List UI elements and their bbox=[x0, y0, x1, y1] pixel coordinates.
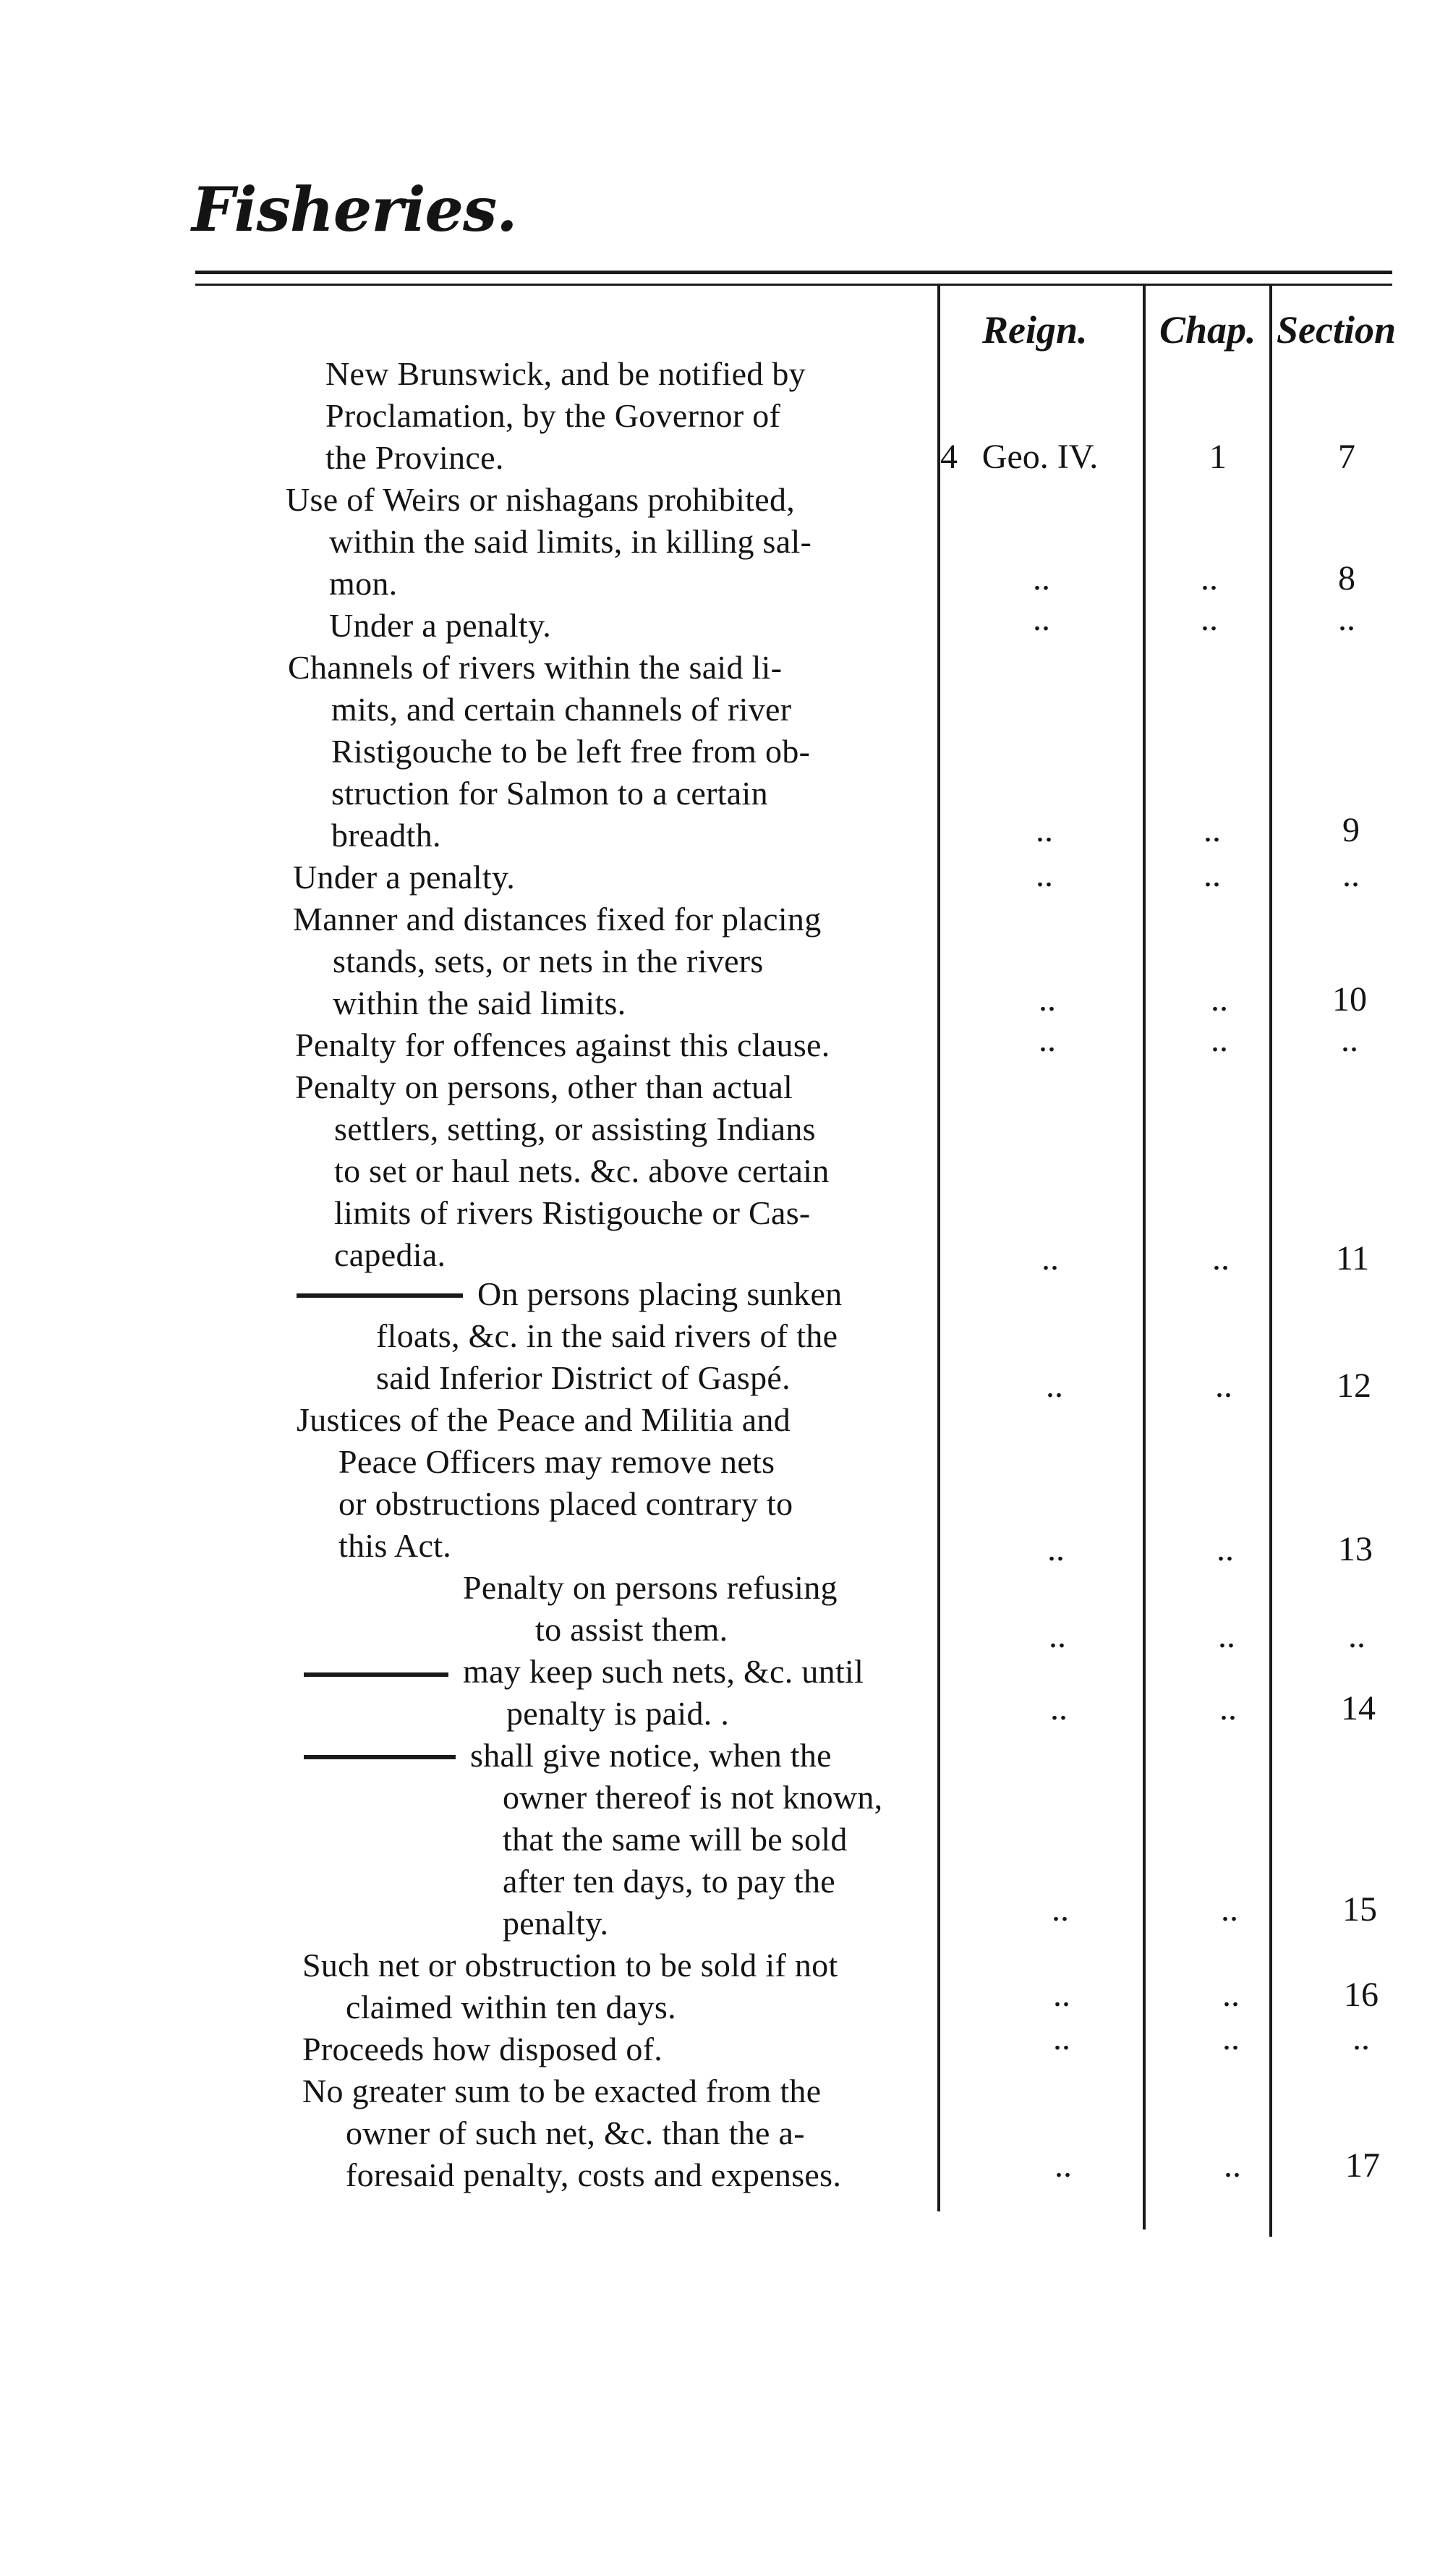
section-ditto: .. bbox=[1342, 856, 1360, 894]
top-rule-thick bbox=[195, 271, 1392, 274]
text-line: Under a penalty. bbox=[293, 859, 516, 896]
chap-ditto: .. bbox=[1201, 559, 1218, 598]
text-line: Proceeds how disposed of. bbox=[302, 2031, 663, 2067]
text-line: to assist them. bbox=[535, 1611, 728, 1648]
text-line: New Brunswick, and be notified by bbox=[325, 355, 806, 392]
chap-ditto: .. bbox=[1211, 1021, 1228, 1059]
text-line: this Act. bbox=[338, 1527, 452, 1564]
text-line: Proclamation, by the Governor of bbox=[325, 397, 781, 434]
text-line: capedia. bbox=[334, 1236, 446, 1273]
section-cell: 9 bbox=[1342, 811, 1360, 849]
text-line: the Province. bbox=[325, 439, 504, 476]
text-line: shall give notice, when the bbox=[470, 1737, 832, 1774]
text-line: within the said limits, in killing sal- bbox=[329, 523, 812, 560]
text-line: penalty is paid. . bbox=[506, 1695, 730, 1732]
text-line: Ristigouche to be left free from ob- bbox=[331, 733, 811, 770]
text-line: mon. bbox=[329, 565, 398, 602]
reign-ditto: .. bbox=[1033, 559, 1050, 598]
chap-ditto: .. bbox=[1215, 1366, 1232, 1405]
ditto-dash bbox=[304, 1672, 448, 1677]
reign-ditto: .. bbox=[1039, 980, 1056, 1019]
text-line: breadth. bbox=[331, 817, 441, 854]
chap-ditto: .. bbox=[1221, 1890, 1238, 1929]
reign-ditto: .. bbox=[1041, 1239, 1059, 1278]
section-ditto: .. bbox=[1338, 600, 1355, 638]
chap-ditto: .. bbox=[1203, 811, 1221, 849]
text-line: Penalty on persons, other than actual bbox=[295, 1068, 793, 1105]
text-line: Channels of rivers within the said li- bbox=[288, 649, 783, 686]
text-line: Penalty on persons refusing bbox=[463, 1569, 838, 1606]
chap-ditto: .. bbox=[1212, 1239, 1230, 1278]
column-divider-text bbox=[937, 284, 940, 2211]
text-line: Under a penalty. bbox=[329, 607, 552, 644]
reign-ditto: .. bbox=[1036, 811, 1053, 849]
column-divider-chap bbox=[1269, 284, 1272, 2237]
text-line: struction for Salmon to a certain bbox=[331, 775, 768, 812]
reign-ditto: .. bbox=[1047, 1530, 1065, 1568]
text-line: after ten days, to pay the bbox=[503, 1863, 835, 1900]
chap-ditto: .. bbox=[1222, 1976, 1240, 2014]
chap-ditto: .. bbox=[1217, 1530, 1234, 1568]
section-cell: 17 bbox=[1345, 2146, 1380, 2185]
section-ditto: .. bbox=[1352, 2019, 1370, 2057]
column-header-section: Section bbox=[1277, 308, 1397, 352]
section-ditto: .. bbox=[1348, 1617, 1366, 1655]
reign-ditto: .. bbox=[1055, 2146, 1072, 2185]
text-line: within the said limits. bbox=[333, 985, 626, 1021]
top-rule-thin bbox=[195, 284, 1392, 286]
ditto-dash bbox=[297, 1293, 463, 1298]
section-cell: 12 bbox=[1337, 1366, 1371, 1405]
text-line: stands, sets, or nets in the rivers bbox=[333, 943, 764, 979]
text-line: to set or haul nets. &c. above certain bbox=[334, 1152, 830, 1189]
section-cell: 10 bbox=[1332, 980, 1367, 1019]
section-cell: 14 bbox=[1341, 1689, 1376, 1727]
section-cell: 13 bbox=[1338, 1530, 1373, 1568]
chap-ditto: .. bbox=[1222, 2019, 1240, 2057]
text-line: On persons placing sunken bbox=[477, 1275, 843, 1312]
text-line: claimed within ten days. bbox=[346, 1989, 676, 2025]
text-line: Use of Weirs or nishagans prohibited, bbox=[286, 481, 796, 518]
text-line: mits, and certain channels of river bbox=[331, 691, 792, 728]
chap-ditto: .. bbox=[1201, 600, 1218, 638]
text-line: settlers, setting, or assisting Indians bbox=[334, 1110, 816, 1147]
section-ditto: .. bbox=[1341, 1021, 1358, 1059]
reign-ditto: .. bbox=[1053, 1976, 1070, 2014]
reign-ditto: .. bbox=[1053, 2019, 1070, 2057]
chap-cell: 1 bbox=[1209, 438, 1227, 476]
text-line: Manner and distances fixed for placing bbox=[293, 901, 822, 938]
section-cell: 16 bbox=[1344, 1976, 1379, 2014]
reign-prefix: 4 bbox=[940, 438, 958, 476]
reign-ditto: .. bbox=[1039, 1021, 1056, 1059]
text-line: may keep such nets, &c. until bbox=[463, 1653, 864, 1690]
chap-ditto: .. bbox=[1224, 2146, 1241, 2185]
section-cell: 11 bbox=[1335, 1239, 1370, 1278]
chap-ditto: .. bbox=[1218, 1617, 1235, 1655]
reign-ditto: .. bbox=[1050, 1689, 1068, 1727]
page-header: Fisheries. bbox=[192, 174, 517, 245]
text-line: limits of rivers Ristigouche or Cas- bbox=[334, 1194, 811, 1231]
column-divider-reign bbox=[1143, 284, 1146, 2229]
text-line: penalty. bbox=[503, 1905, 609, 1942]
text-line: Such net or obstruction to be sold if not bbox=[302, 1947, 838, 1984]
text-line: that the same will be sold bbox=[503, 1821, 848, 1858]
reign-ditto: .. bbox=[1046, 1366, 1063, 1405]
text-line: floats, &c. in the said rivers of the bbox=[376, 1317, 838, 1354]
section-cell: 7 bbox=[1338, 438, 1355, 476]
reign-ditto: .. bbox=[1049, 1617, 1066, 1655]
text-line: owner thereof is not known, bbox=[503, 1779, 883, 1816]
text-line: No greater sum to be exacted from the bbox=[302, 2073, 822, 2109]
text-line: Justices of the Peace and Militia and bbox=[297, 1401, 791, 1438]
text-line: owner of such net, &c. than the a- bbox=[346, 2114, 805, 2151]
column-header-reign: Reign. bbox=[982, 308, 1088, 352]
chap-ditto: .. bbox=[1219, 1689, 1237, 1727]
text-line: Peace Officers may remove nets bbox=[338, 1443, 775, 1480]
text-line: Penalty for offences against this clause. bbox=[295, 1026, 830, 1063]
reign-ditto: .. bbox=[1052, 1890, 1069, 1929]
ditto-dash bbox=[304, 1755, 456, 1759]
chap-ditto: .. bbox=[1203, 856, 1221, 894]
text-line: said Inferior District of Gaspé. bbox=[376, 1359, 791, 1396]
reign-ditto: .. bbox=[1033, 600, 1050, 638]
reign-cell: Geo. IV. bbox=[981, 438, 1099, 476]
chap-ditto: .. bbox=[1211, 980, 1228, 1019]
section-cell: 8 bbox=[1338, 559, 1355, 598]
section-cell: 15 bbox=[1342, 1890, 1377, 1929]
text-line: or obstructions placed contrary to bbox=[338, 1485, 793, 1522]
text-line: foresaid penalty, costs and expenses. bbox=[346, 2156, 842, 2193]
reign-ditto: .. bbox=[1036, 856, 1053, 894]
column-header-chap: Chap. bbox=[1159, 308, 1256, 352]
